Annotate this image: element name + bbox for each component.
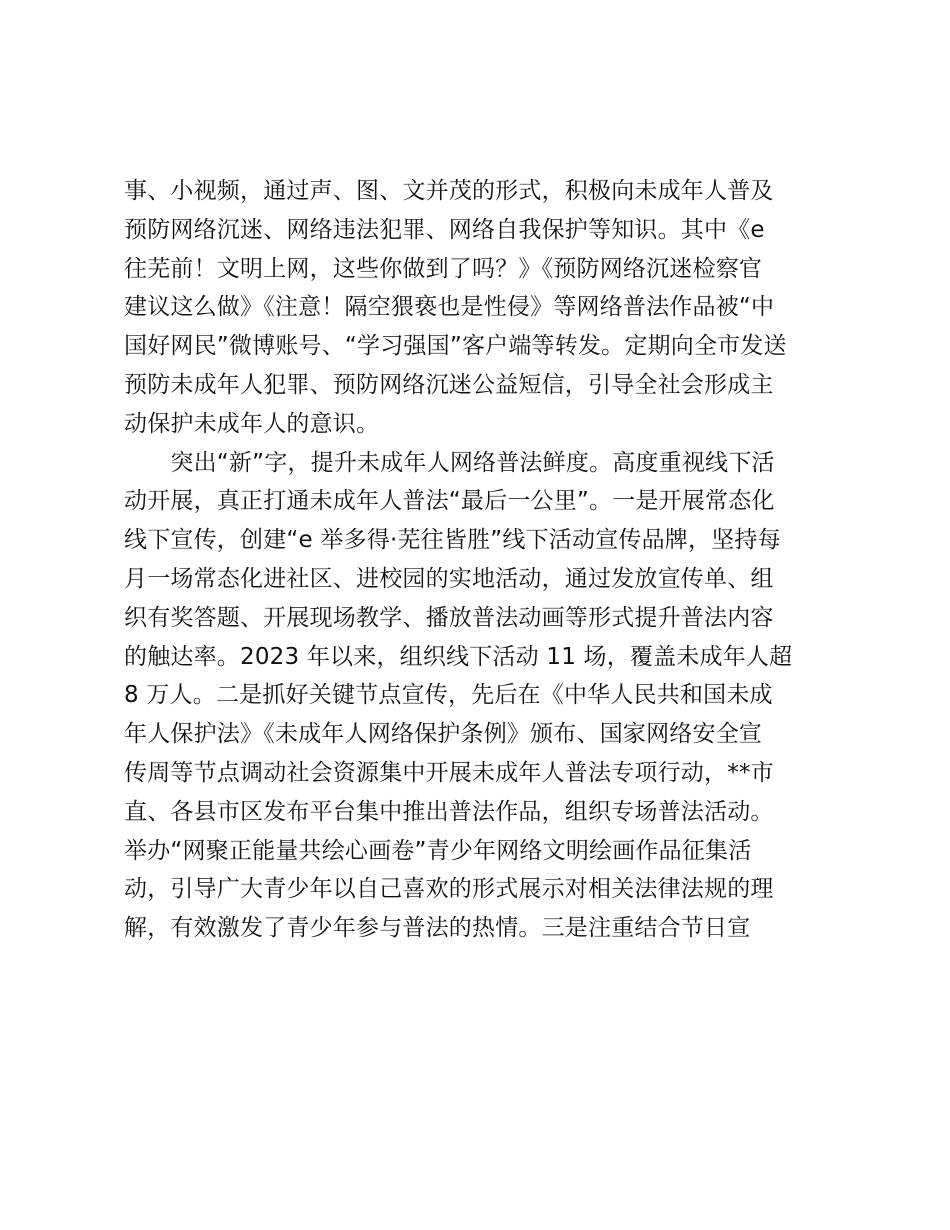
- text-line: 国好网民”微博账号、“学习强国”客户端等转发。定期向全市发送: [124, 333, 787, 360]
- text-line: 年人保护法》《未成年人网络保护条例》颁布、国家网络安全宣: [124, 721, 763, 748]
- text-line: 8 万人。二是抓好关键节点宣传，先后在《中华人民共和国未成: [124, 682, 773, 709]
- text-line: 的触达率。2023 年以来，组织线下活动 11 场，覆盖未成年人超: [124, 643, 793, 670]
- text-line: 预防未成年人犯罪、预防网络沉迷公益短信，引导全社会形成主: [124, 371, 774, 398]
- text-line: 直、各县市区发布平台集中推出普法作品，组织专场普法活动。: [124, 798, 774, 825]
- text-line: 传周等节点调动社会资源集中开展未成年人普法专项行动，**市: [124, 759, 774, 786]
- paragraph-start-line: 突出“新”字，提升未成年人网络普法鲜度。高度重视线下活: [124, 449, 775, 476]
- body-text: [124, 172, 844, 948]
- text-line: 线下宣传，创建“e 举多得·芜往皆胜”线下活动宣传品牌，坚持每: [124, 527, 781, 554]
- text-line: 月一场常态化进社区、进校园的实地活动，通过发放宣传单、组: [124, 565, 774, 592]
- text-line: 解，有效激发了青少年参与普法的热情。三是注重结合节日宣: [124, 915, 751, 942]
- text-line: 事、小视频，通过声、图、文并茂的形式，积极向未成年人普及: [124, 178, 774, 204]
- text-line: 建议这么做》《注意！隔空猥亵也是性侵》等网络普法作品被“中: [124, 294, 775, 321]
- text-line: 动保护未成年人的意识。: [124, 410, 380, 437]
- text-line: 举办“网聚正能量共绘心画卷”青少年网络文明绘画作品征集活: [124, 837, 752, 864]
- text-line: 动，引导广大青少年以自己喜欢的形式展示对相关法律法规的理: [124, 876, 774, 903]
- text-line: 往芜前！文明上网，这些你做到了吗？》《预防网络沉迷检察官: [124, 255, 763, 282]
- text-line: 动开展，真正打通未成年人普法“最后一公里”。一是开展常态化: [124, 488, 775, 515]
- text-line: 预防网络沉迷、网络违法犯罪、网络自我保护等知识。其中《e: [124, 216, 765, 243]
- text-line: 织有奖答题、开展现场教学、播放普法动画等形式提升普法内容: [124, 604, 774, 631]
